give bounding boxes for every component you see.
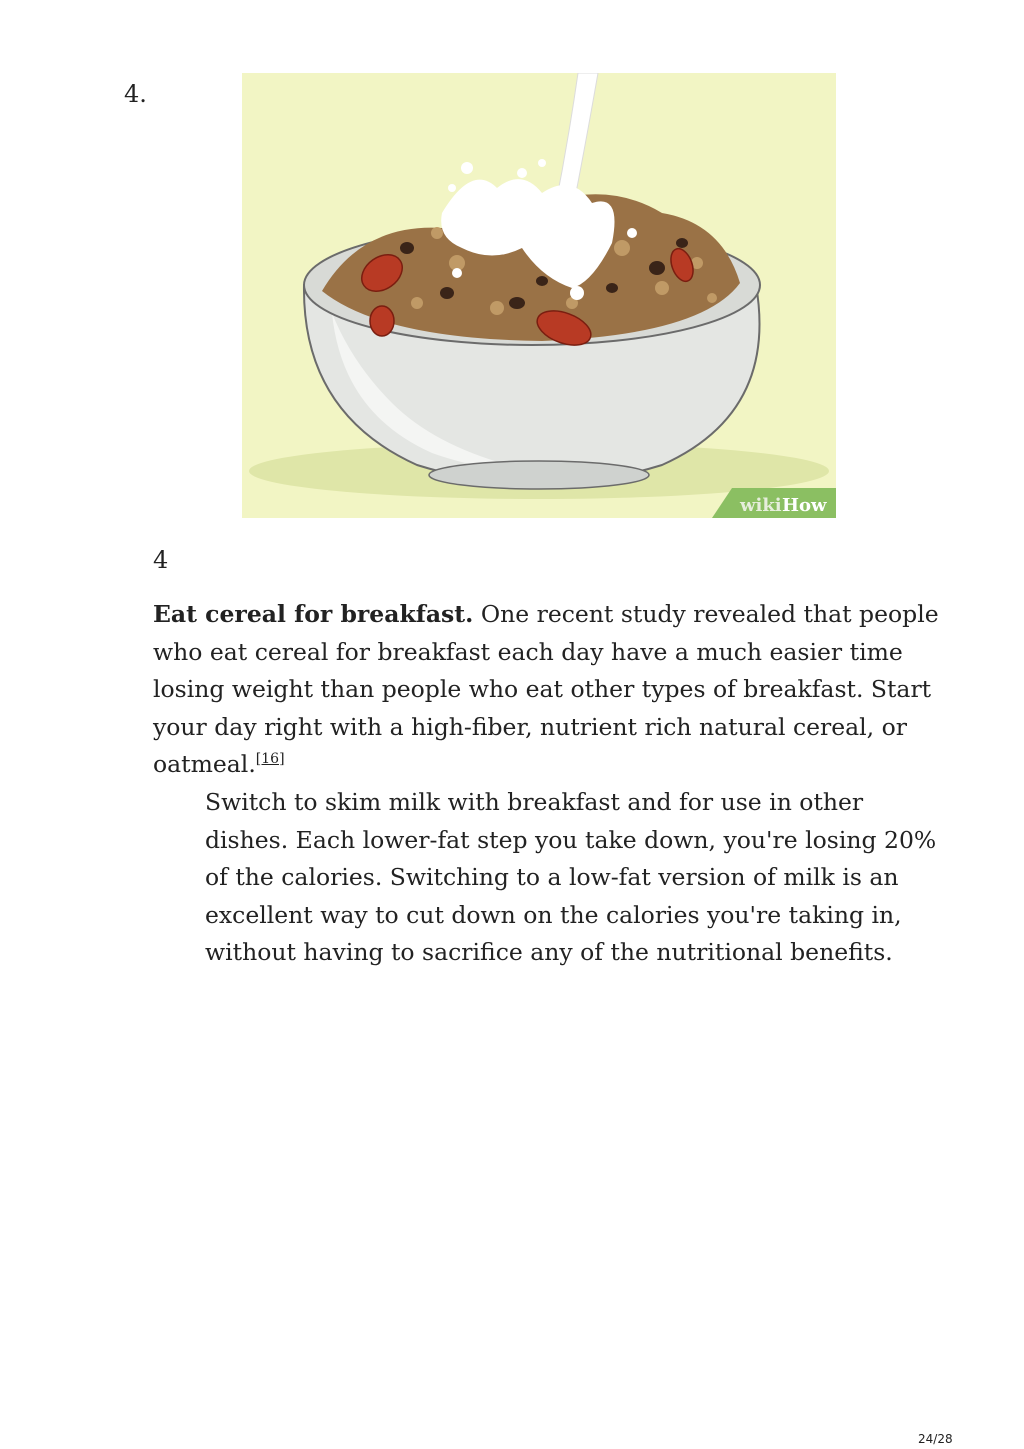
watermark-how: How — [782, 495, 827, 516]
step-tip — [205, 784, 945, 972]
step-number: 4 — [153, 546, 169, 574]
step-description — [153, 596, 943, 784]
tip-text: Switch to skim milk with breakfast and for use in other dishes. Each lower-fat step you take down, you're losing 20% of the calories. Switching to a low-fat version of milk is an excellent way to cut down on the calories you're taking in, without having to sacrifice any of the nutritional benefits. — [205, 788, 937, 966]
cereal-bowl-illustration — [242, 73, 836, 518]
cereal-bowl-svg — [242, 73, 836, 518]
reference-link[interactable]: [16] — [255, 751, 285, 768]
step-body: One recent study revealed that people who eat cereal for breakfast each day have a much easier time losing weight than people who eat other types of breakfast. Start your day right with a high-fiber, nutrient rich natural cereal, or oatmeal. — [153, 600, 939, 778]
list-marker: 4. — [124, 80, 147, 108]
step-paragraph — [153, 596, 943, 784]
page-number: 24/28 — [918, 1432, 953, 1446]
step-title: Eat cereal for breakfast. — [153, 600, 474, 628]
watermark-wiki: wiki — [740, 495, 782, 516]
bowl-base — [429, 461, 649, 489]
